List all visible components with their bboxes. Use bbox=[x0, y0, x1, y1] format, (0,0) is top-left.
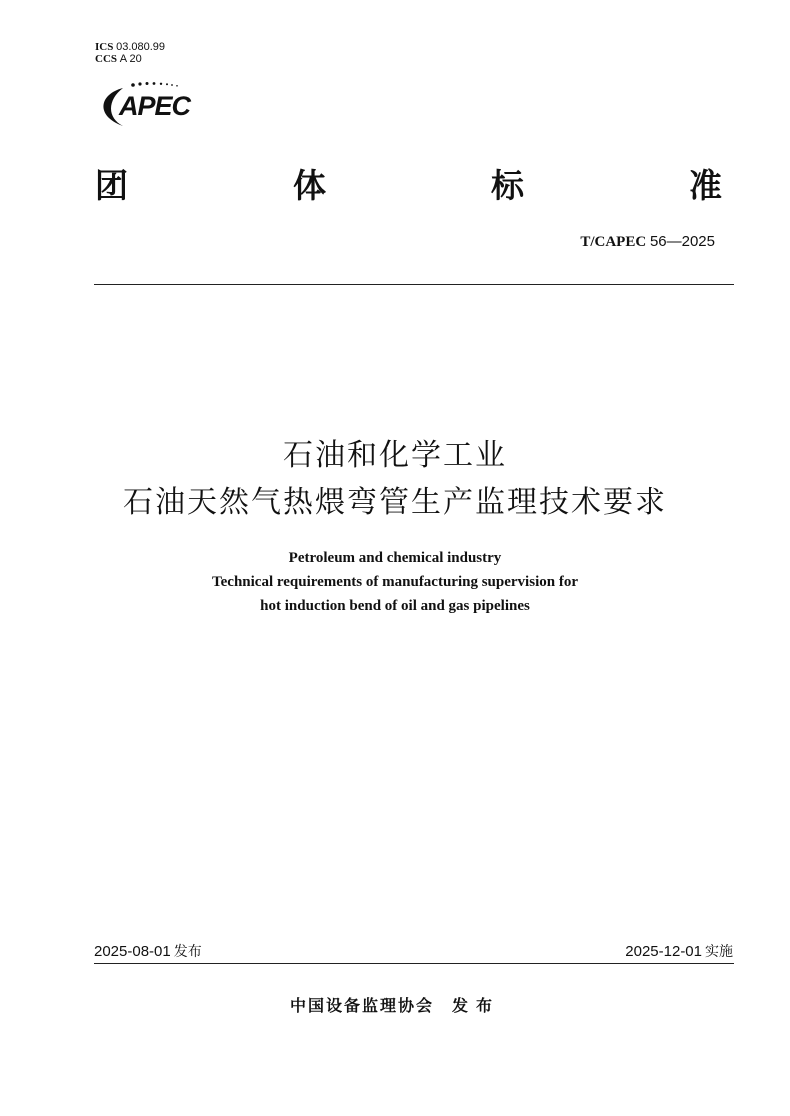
ccs-label: CCS bbox=[95, 53, 118, 65]
standard-prefix: T/CAPEC bbox=[580, 234, 647, 250]
ccs-value: A 20 bbox=[119, 53, 142, 65]
standard-type-char: 体 bbox=[293, 166, 326, 205]
standard-type-heading bbox=[95, 160, 722, 206]
logo-text: APEC bbox=[119, 91, 191, 121]
classification-codes bbox=[95, 41, 165, 65]
title-cn-line2: 石油天然气热煨弯管生产监理技术要求 bbox=[123, 485, 667, 520]
issue-date-label: 发布 bbox=[173, 944, 202, 960]
standard-number bbox=[580, 233, 715, 251]
ics-code bbox=[95, 41, 165, 53]
ics-label: ICS bbox=[95, 41, 114, 53]
title-en-line1: Petroleum and chemical industry bbox=[288, 550, 502, 566]
title-en-line3: hot induction bend of oil and gas pipelines bbox=[260, 598, 530, 614]
issue-date bbox=[94, 941, 202, 961]
top-divider bbox=[94, 284, 734, 285]
publisher-line bbox=[0, 993, 790, 1016]
implement-date bbox=[625, 941, 733, 961]
implement-date-label: 实施 bbox=[705, 944, 733, 960]
ccs-code bbox=[95, 53, 165, 65]
title-cn-line1: 石油和化学工业 bbox=[283, 438, 507, 473]
publisher-name: 中国设备监理协会 bbox=[289, 996, 434, 1015]
standard-type-char: 团 bbox=[95, 166, 128, 205]
implement-date-value: 2025-12-01 bbox=[625, 943, 702, 960]
bottom-divider bbox=[94, 963, 734, 964]
capec-logo bbox=[93, 80, 223, 130]
standard-code: 56—2025 bbox=[649, 233, 715, 250]
standard-type-char: 标 bbox=[491, 166, 524, 205]
ics-value: 03.080.99 bbox=[116, 41, 166, 53]
issue-date-value: 2025-08-01 bbox=[94, 943, 171, 960]
publisher-action: 发布 bbox=[452, 996, 501, 1015]
standard-type-char: 准 bbox=[689, 166, 722, 205]
title-en-line2: Technical requirements of manufacturing supervision for bbox=[212, 574, 578, 590]
